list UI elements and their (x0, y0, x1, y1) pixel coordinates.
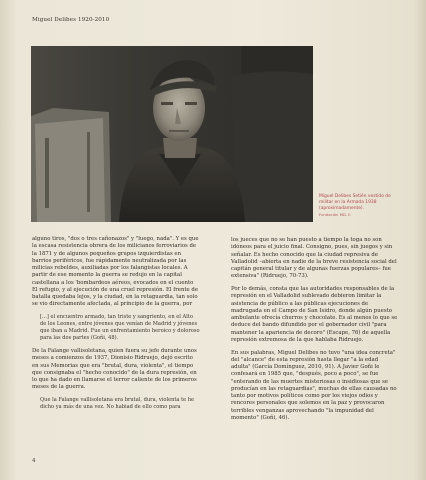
caption-text: Miguel Delibes Setién vestido de militar en la Armada 1938 (aproximadamente). (319, 194, 391, 211)
paragraph: De la Falange vallisoletana, quien fuera su jefe durante unos meses a comienzos de 1937, Dionisio Ridruejo, dejó escrito en sus Memorias que era "brutal, dura, violenta", el tiempo que consignaba el "hecho conocido" de la dura represión, en lo que ha dado en llamarse el terror caliente de los primeros meses de la guerra. (32, 348, 197, 391)
block-quote: Que la Falange vallisoletana era brutal, dura, violenta te he dicho ya más de una vez. No habiad de ello como para (40, 397, 195, 410)
caption-credit: Fundación MD. II (319, 212, 351, 217)
photograph-of-man-icon (31, 46, 313, 222)
left-text-column (32, 236, 200, 417)
paragraph: Por lo demás, consta que las autoridades responsables de la represión en el Valladolid sublevado debieron limitar la asistencia de público a las públicas ejecuciones de madrugada en el Campo de San Isidro, donde algún puesto ambulante ofrecía churros y chocolate. Es al menos lo que se deduce del bando difundido por el gobernador civil "para mantener la apariencia de decoro" (Escape, 76) de aquella represión extremosa de la que hablaba Ridruejo. (231, 286, 398, 343)
photo-caption (319, 194, 397, 218)
page-number: 4 (32, 458, 36, 464)
block-quote: [...] el encuentro armado, tan triste y sangriento, en el Alto de los Leones, entre jóvenes que venían de Madrid y jóvenes que iban a Madrid. Fue un enfrentamiento heroico y doloroso para las dos partes (Goñi, 48). (40, 314, 200, 341)
running-head: Miguel Delibes 1920-2010 (32, 17, 110, 23)
right-text-column (231, 237, 399, 428)
paragraph: alguno tiros, "dos o tres cañonazos" y "luego, nada". Y es que la escasa resistencia obrera de los milicianos ferroviarios de la 1871 y de algunos pequeños grupos izquierdistas en barrios periféricos, fue rápidamente neutralizada por las milicias rebeldes, auxiliadas por los falangistas locales. A partir de ese momento la guerra se redujo en la capital castellana a los 'bombardeos aéreos, evocados en el cuento El refugio, y al ejecución de una cruel represión. El frente de batalla quedaba lejos, y la ciudad, en la retaguardia, tan solo se vio directamente afectada, al principio de la guerra, por (32, 236, 199, 308)
paragraph: los jueces que no se han puesto a tiempo la toga no son idóneos para el juicio final. Consigno, pues, sin juegos y sin señalar. Es hecho conocido que la ciudad represiva de Valladolid –abierta en nadie de la breve resistencia social del capitán general titular y de algunas fuerzas populares– fue extensiva" (Ridruejo, 70-73). (231, 237, 397, 280)
paragraph: En sus palabras, Miguel Delibes no tuvo "una idea concreta" del "alcance" de esta represión hasta llegar "a la edad adulta" (García Domínguez, 2010, 91). A Javier Goñi le confesará en 1985 que, "después, poco a poco", se fue "enterando de las muertes misteriosas o insidiosas que se producían en las retaguardias", muchas de ellas causadas no tanto por motivos políticos como por los viejos odios y rencores personales que solemos en la paz y provocaron terribles venganzas aprovechando "la impunidad del momento" (Goñi, 46). (231, 349, 397, 421)
portrait-photo (31, 46, 313, 222)
